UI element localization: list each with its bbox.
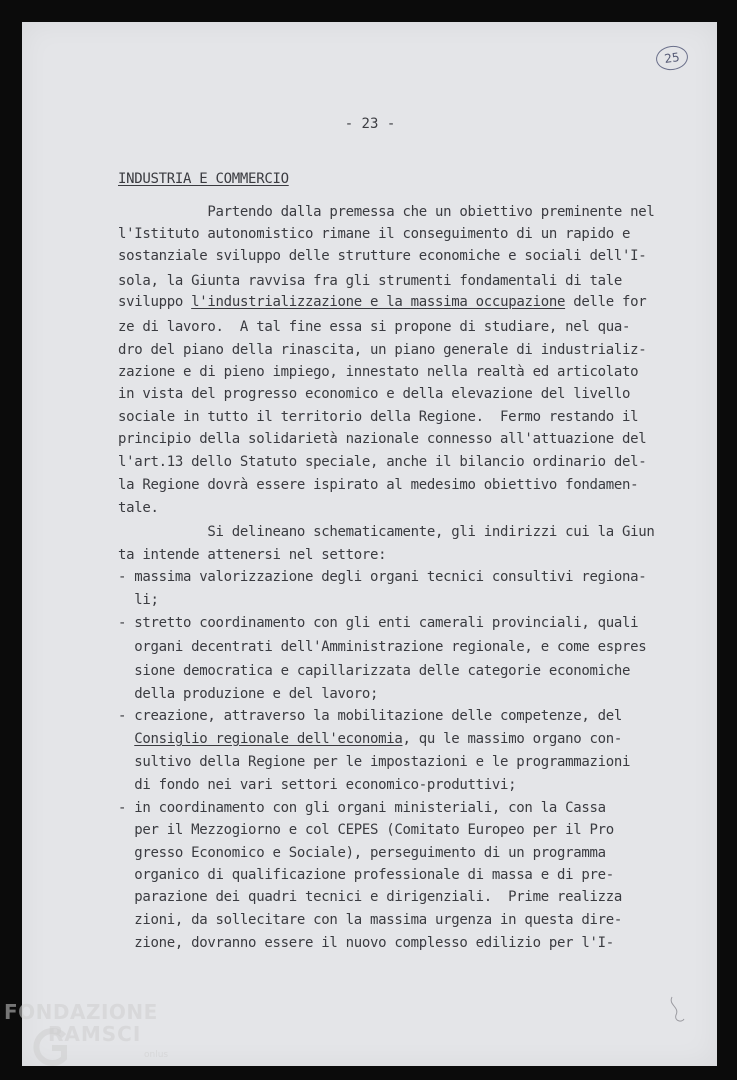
body-line: zazione e di pieno impiego, innestato nella realtà ed articolato [118,364,639,380]
body-line: principio della solidarietà nazionale connesso all'attuazione del [118,431,647,447]
body-line: parazione dei quadri tecnici e dirigenziali. Prime realizza [118,889,622,905]
body-line: tale. [118,500,159,516]
body-line: in vista del progresso economico e della elevazione del livello [118,386,631,402]
line-segment: sviluppo [118,294,192,310]
watermark-line1: FONDAZIONE [4,1000,158,1024]
body-line [118,270,622,292]
body-line: organi decentrati dell'Amministrazione regionale, e come espres [118,639,647,655]
body-line: della produzione e del lavoro; [118,686,379,702]
body-line: l'Istituto autonomistico rimane il conseguimento di un rapido e [118,226,631,242]
body-line: di fondo nei vari settori economico-produttivi; [118,777,517,793]
body-line: organico di qualificazione professionale di massa e di pre- [118,867,614,883]
underlined-phrase: Consiglio regionale dell'economia [134,731,403,747]
body-line [118,728,622,750]
line-segment: delle for [565,294,647,310]
archive-number-stamp: 25 [654,44,689,72]
body-line: - stretto coordinamento con gli enti camerali provinciali, quali [118,615,639,631]
body-line: sostanziale sviluppo delle strutture economiche e sociali dell'I- [118,248,647,264]
body-line: l'art.13 dello Statuto speciale, anche il bilancio ordinario del- [118,454,647,470]
pencil-mark-icon [664,995,690,1029]
body-line: sultivo della Regione per le impostazioni e le programmazioni [118,754,631,770]
body-line: li; [118,592,159,608]
body-line: Partendo dalla premessa che un obiettivo preminente nel [118,204,655,220]
body-line: ta intende attenersi nel settore: [118,547,387,563]
body-line: sociale in tutto il territorio della Regione. Fermo restando il [118,409,639,425]
body-line: sione democratica e capillarizzata delle categorie economiche [118,663,631,679]
body-line: ze di lavoro. A tal fine essa si propone di studiare, nel qua- [118,319,631,335]
underlined-phrase: l'industrializzazione e la massima occupazione [191,294,566,310]
body-line: la Regione dovrà essere ispirato al medesimo obiettivo fondamen- [118,477,639,493]
watermark-onlus: onlus [144,1050,169,1060]
body-line: gresso Economico e Sociale), perseguimento di un programma [118,845,606,861]
section-heading: INDUSTRIA E COMMERCIO [118,171,289,187]
body-line: - massima valorizzazione degli organi tecnici consultivi regiona- [118,569,647,585]
fondazione-gramsci-watermark [4,998,194,1078]
line-segment: , qu le massimo organo con- [402,731,622,747]
body-line: dro del piano della rinascita, un piano generale di industrializ- [118,342,647,358]
line-segment: sola, la Giunta ravvisa fra gli strumenti fondamentali di tale [118,273,622,289]
body-line [118,291,646,313]
body-line: - in coordinamento con gli organi ministeriali, con la Cassa [118,800,606,816]
body-line: zioni, da sollecitare con la massima urgenza in questa dire- [118,912,622,928]
watermark-line2: RAMSCI [48,1022,142,1046]
body-line: per il Mezzogiorno e col CEPES (Comitato Europeo per il Pro [118,822,614,838]
body-line: Si delineano schematicamente, gli indirizzi cui la Giun [118,524,655,540]
body-line: - creazione, attraverso la mobilitazione delle competenze, del [118,708,622,724]
body-line: zione, dovranno essere il nuovo complesso edilizio per l'I- [118,935,614,951]
page-number: - 23 - [344,116,396,132]
line-segment [118,731,134,747]
